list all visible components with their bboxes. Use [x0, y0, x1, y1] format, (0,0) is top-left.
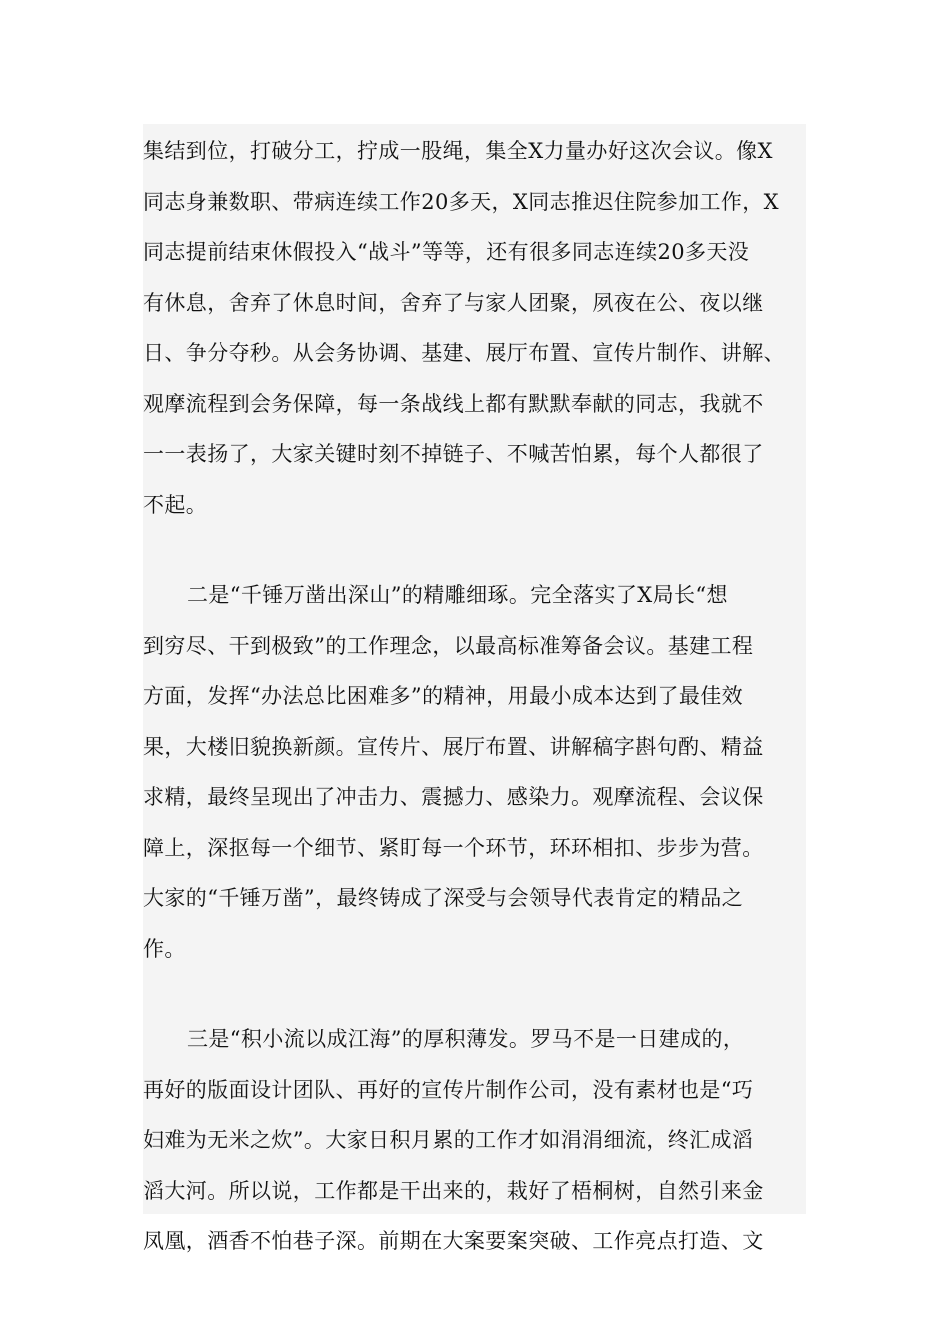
text-line: 求精，最终呈现出了冲击力、震撼力、感染力。观摩流程、会议保 [143, 785, 764, 809]
text-line: 滔大河。所以说，工作都是干出来的，栽好了梧桐树，自然引来金 [143, 1178, 764, 1203]
text-line: 二是“千锤万凿出深山”的精雕细琢。完全落实了X局长“想 [187, 583, 728, 607]
text-line: 同志身兼数职、带病连续工作20多天，X同志推迟住院参加工作，X [143, 189, 780, 214]
paragraph-3 [143, 1014, 806, 1267]
text-line: 凤凰，酒香不怕巷子深。前期在大案要案突破、工作亮点打造、文 [143, 1229, 764, 1253]
text-line: 集结到位，打破分工，拧成一股绳，集全X力量办好这次会议。像X [143, 139, 773, 163]
text-line: 三是“积小流以成江海”的厚积薄发。罗马不是一日建成的， [187, 1027, 745, 1051]
text-line: 再好的版面设计团队、再好的宣传片制作公司，没有素材也是“巧 [143, 1077, 754, 1102]
text-line: 有休息，舍弃了休息时间，舍弃了与家人团聚，夙夜在公、夜以继 [143, 290, 764, 315]
paragraph-2 [143, 570, 806, 974]
document-body [143, 124, 806, 1253]
text-line: 观摩流程到会务保障，每一条战线上都有默默奉献的同志，我就不 [143, 391, 764, 416]
text-line: 不起。 [143, 492, 208, 517]
text-line: 障上，深抠每一个细节、紧盯每一个环节，环环相扣、步步为营。 [143, 835, 764, 860]
paragraph-spacer [143, 530, 806, 570]
text-line: 方面，发挥“办法总比困难多”的精神，用最小成本达到了最佳效 [143, 684, 744, 708]
text-line: 到穷尽、干到极致”的工作理念，以最高标准筹备会议。基建工程 [143, 633, 754, 658]
text-line: 大家的“千锤万凿”，最终铸成了深受与会领导代表肯定的精品之 [143, 886, 744, 910]
text-line: 作。 [143, 936, 186, 961]
text-line: 同志提前结束休假投入“战斗”等等，还有很多同志连续20多天没 [143, 240, 750, 264]
paragraph-spacer [143, 974, 806, 1014]
paragraph-1 [143, 126, 806, 530]
text-line: 一一表扬了，大家关键时刻不掉链子、不喊苦怕累，每个人都很了 [143, 442, 764, 466]
text-line: 日、争分夺秒。从会务协调、基建、展厅布置、宣传片制作、讲解、 [143, 341, 785, 365]
text-line: 妇难为无米之炊”。大家日积月累的工作才如涓涓细流，终汇成滔 [143, 1128, 754, 1152]
text-line: 果，大楼旧貌换新颜。宣传片、展厅布置、讲解稿字斟句酌、精益 [143, 734, 764, 759]
